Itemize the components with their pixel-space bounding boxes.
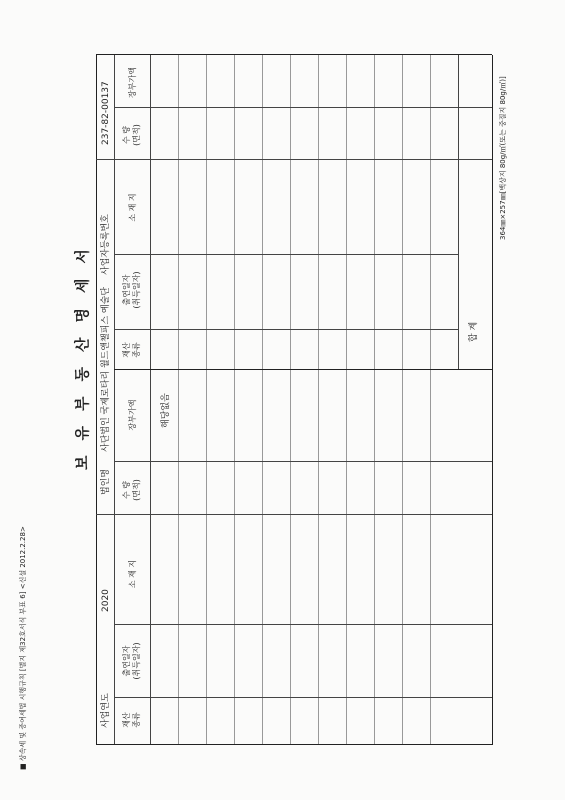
col-header-quantity-left: 수 량 (면적) (122, 479, 141, 501)
col-header-property-type-left: 재산 종류 (122, 712, 141, 728)
business-year-label: 사업연도 (101, 693, 111, 728)
corp-name-value: 사단법인 국제로타리 월드앤챌피스 예술단 (101, 286, 111, 452)
col-header-property-type-right: 재산 종류 (122, 342, 141, 358)
col-line (96, 514, 492, 515)
col-header-book-value-right: 장부가액 (128, 67, 137, 98)
col-header-location-left: 소 재 지 (128, 559, 137, 589)
reg-no-label: 사업자등록번호 (101, 214, 111, 275)
reg-no-value: 237-82-00137 (101, 81, 111, 145)
corp-name-label: 법인명 (101, 468, 111, 495)
col-header-date-left: 출연일자 (취득일자) (122, 642, 141, 680)
col-line-center (114, 369, 492, 370)
total-row-top (458, 55, 459, 370)
col-line (96, 159, 492, 160)
col-header-location-right: 소 재 지 (128, 193, 137, 222)
col-header-quantity-right: 수 량 (면적) (122, 124, 141, 146)
total-label: 합 계 (469, 321, 479, 342)
footer-note: 364㎜×257㎜[백상지 80g/㎡(또는 중질지 80g/㎡)] (499, 76, 507, 240)
col-line (114, 461, 492, 462)
col-header-book-value-left: 장부가액 (128, 399, 137, 431)
table-right-border (96, 54, 492, 55)
col-line (114, 697, 492, 698)
table-left-border (96, 744, 492, 745)
table-bottom-border (492, 55, 493, 745)
col-header-date-right: 출연일자 (취득일자) (122, 271, 141, 309)
col-line (114, 329, 458, 330)
business-year-value: 2020 (101, 589, 111, 612)
col-line (114, 107, 492, 108)
no-data-text: 해당없음 (161, 393, 171, 428)
form-title: 보유부동산명세서 (73, 234, 91, 470)
col-line (114, 254, 458, 255)
header-note: ■ 상속세 및 증여세법 시행규칙 [별지 제32호서식 부표 6] <신설 2012.2.28> (19, 526, 27, 770)
col-line (114, 624, 492, 625)
